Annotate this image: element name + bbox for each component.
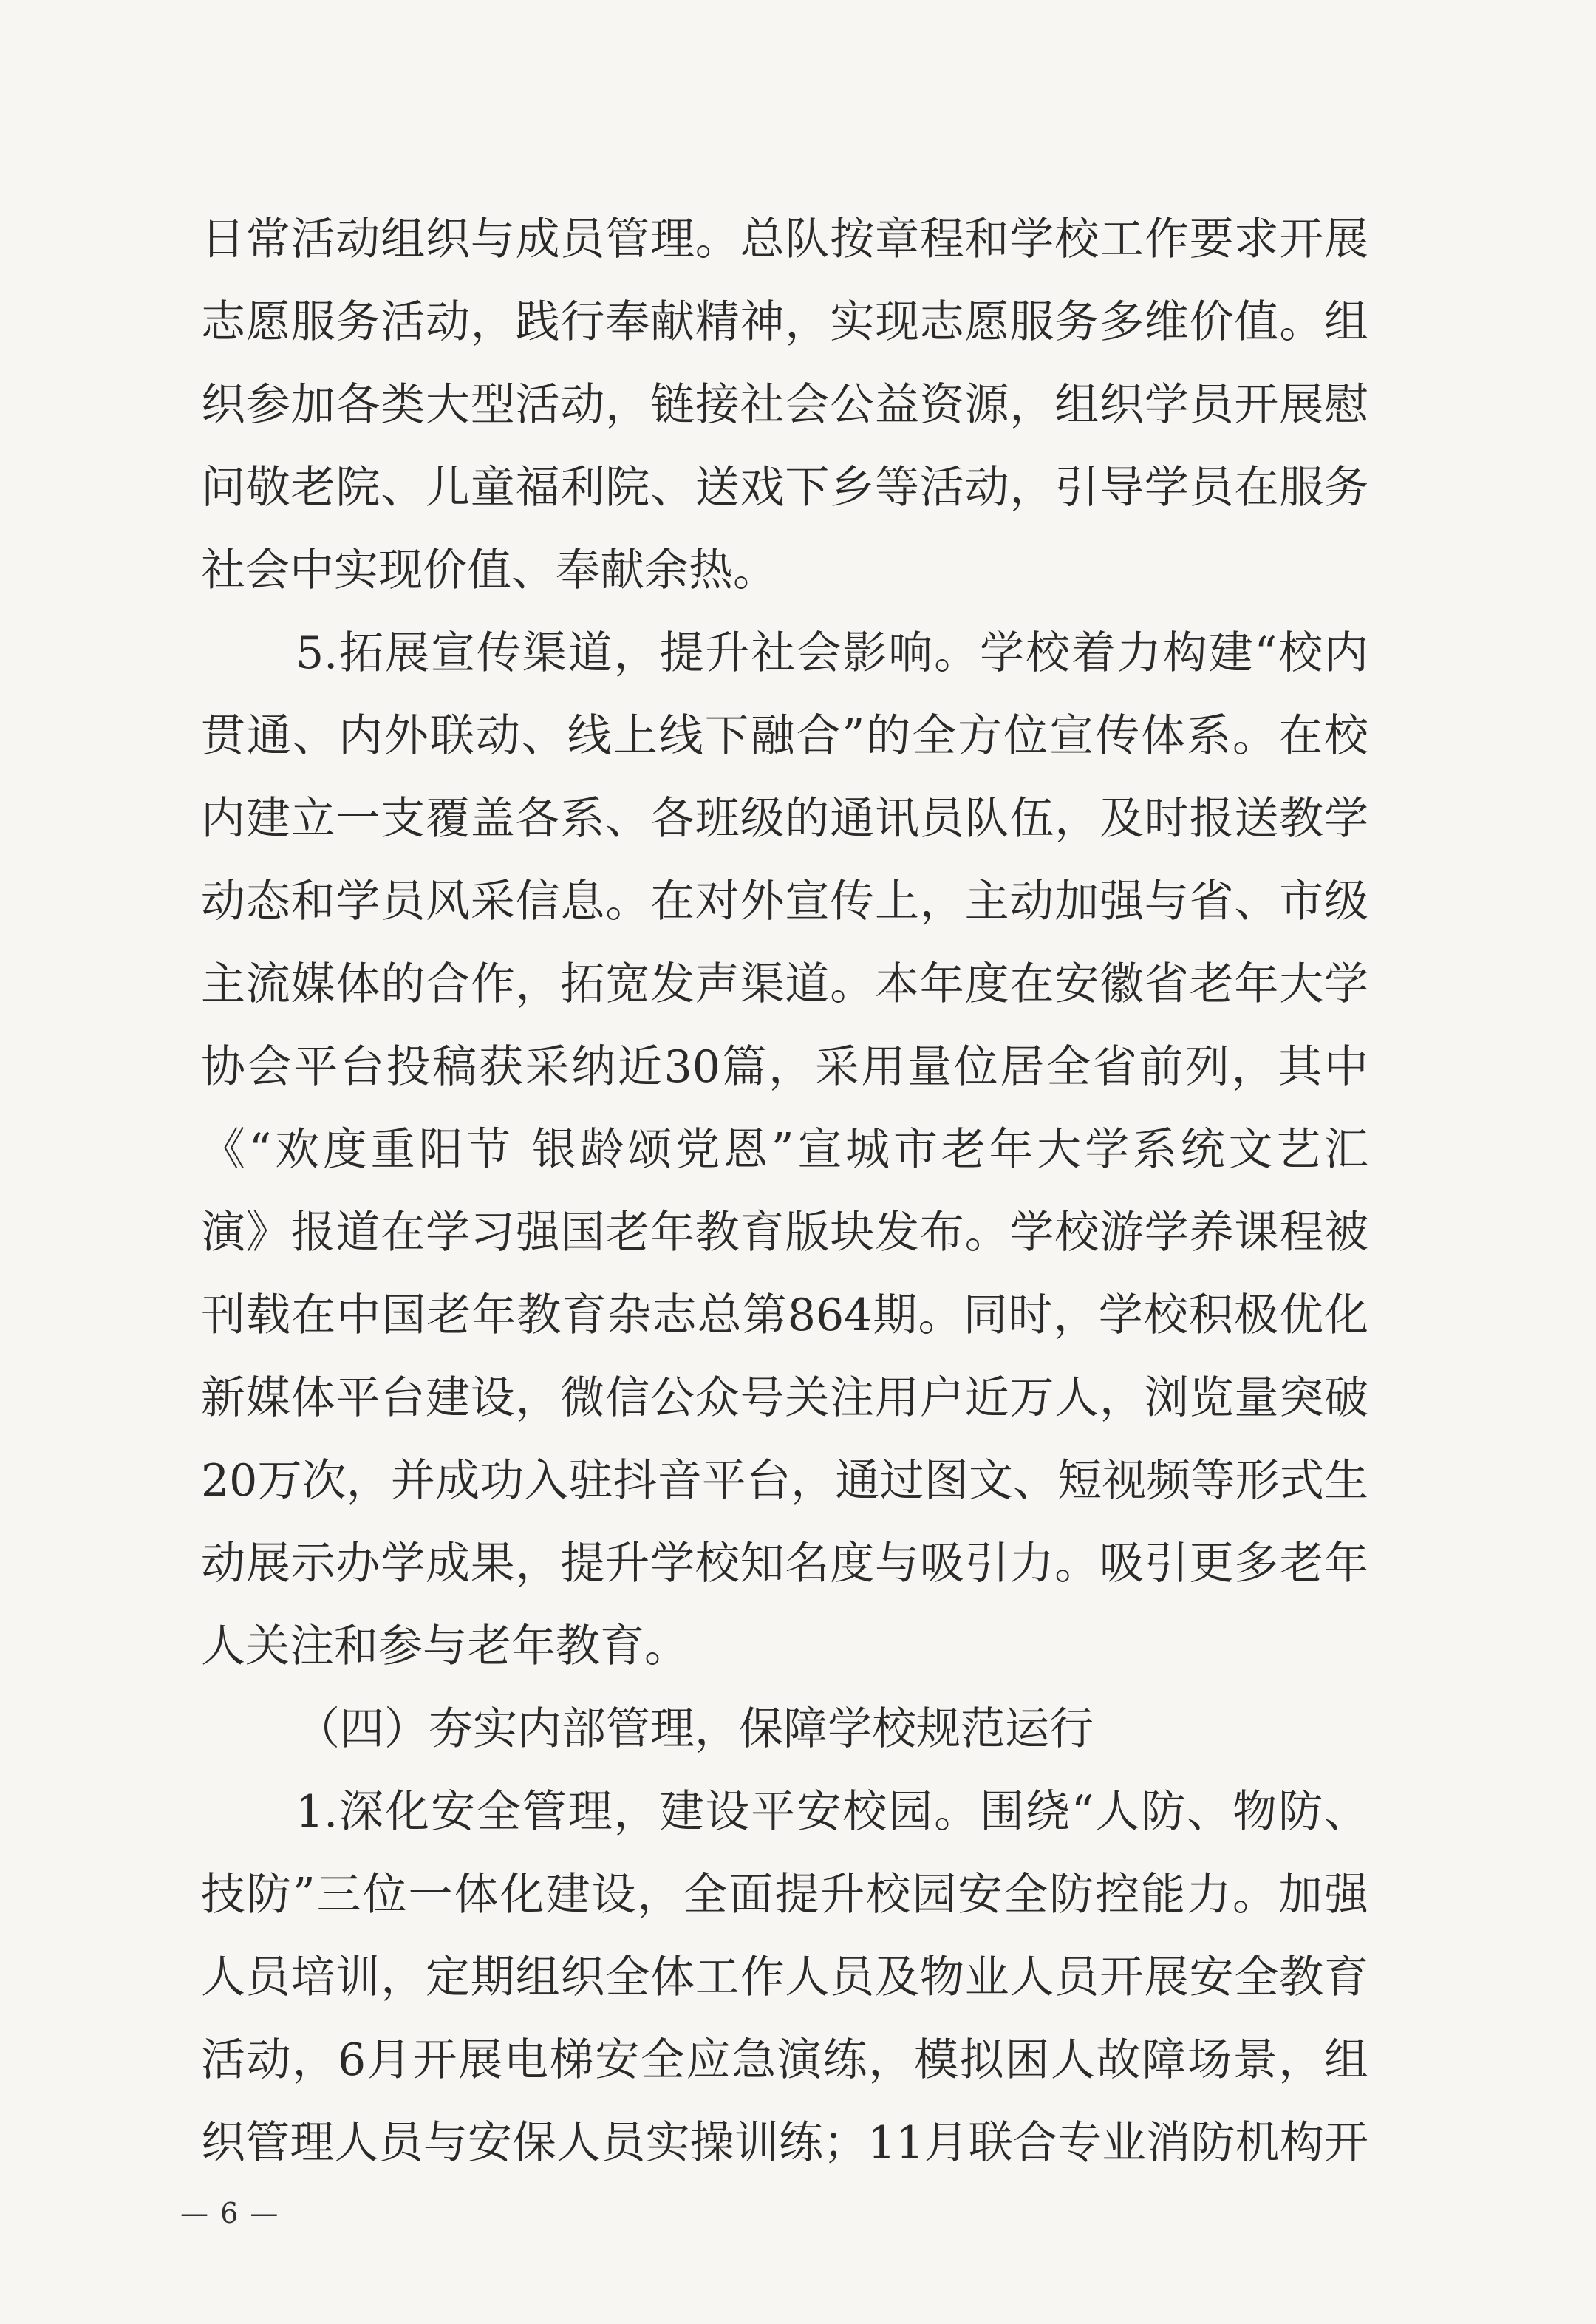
text-line: 织管理人员与安保人员实操训练；11月联合专业消防机构开: [201, 2117, 1368, 2169]
text-line: 织参加各类大型活动，链接社会公益资源，组织学员开展慰: [201, 379, 1368, 431]
text-line: 协会平台投稿获采纳近30篇，采用量位居全省前列，其中: [201, 1041, 1368, 1093]
text-line: 活动，6月开展电梯安全应急演练，模拟困人故障场景，组: [201, 2034, 1368, 2086]
text-line: 内建立一支覆盖各系、各班级的通讯员队伍，及时报送教学: [201, 793, 1368, 845]
text-line: 人员培训，定期组织全体工作人员及物业人员开展安全教育: [201, 1952, 1368, 2003]
text-line: 贯通、内外联动、线上线下融合”的全方位宣传体系。在校: [201, 710, 1368, 762]
text-line: 刊载在中国老年教育杂志总第864期。同时，学校积极优化: [201, 1289, 1368, 1341]
text-line: 《“欢度重阳节 银龄颂党恩”宣城市老年大学系统文艺汇: [201, 1124, 1368, 1176]
text-line: 问敬老院、儿童福利院、送戏下乡等活动，引导学员在服务: [201, 462, 1368, 514]
page-number: — 6 —: [180, 2197, 280, 2229]
text-line: 主流媒体的合作，拓宽发声渠道。本年度在安徽省老年大学: [201, 958, 1368, 1010]
text-line: 日常活动组织与成员管理。总队按章程和学校工作要求开展: [201, 214, 1368, 265]
text-line: 新媒体平台建设，微信公众号关注用户近万人，浏览量突破: [201, 1372, 1368, 1424]
text-line: 动态和学员风采信息。在对外宣传上，主动加强与省、市级: [201, 876, 1368, 927]
text-line: 演》报道在学习强国老年教育版块发布。学校游学养课程被: [201, 1207, 1368, 1258]
paragraph-start-line: 5.拓展宣传渠道，提升社会影响。学校着力构建“校内: [296, 627, 1368, 679]
text-line: 20万次，并成功入驻抖音平台，通过图文、短视频等形式生: [201, 1455, 1368, 1507]
paragraph-start-line: 1.深化安全管理，建设平安校园。围绕“人防、物防、: [296, 1786, 1368, 1838]
text-line: 动展示办学成果，提升学校知名度与吸引力。吸引更多老年: [201, 1538, 1368, 1589]
text-line: 技防”三位一体化建设，全面提升校园安全防控能力。加强: [201, 1869, 1368, 1921]
text-line: 社会中实现价值、奉献余热。: [201, 545, 777, 596]
text-line: 人关注和参与老年教育。: [201, 1621, 689, 1672]
body-text: [201, 198, 1368, 2184]
text-line: 志愿服务活动，践行奉献精神，实现志愿服务多维价值。组: [201, 296, 1368, 348]
section-heading: （四）夯实内部管理，保障学校规范运行: [296, 1703, 1094, 1755]
